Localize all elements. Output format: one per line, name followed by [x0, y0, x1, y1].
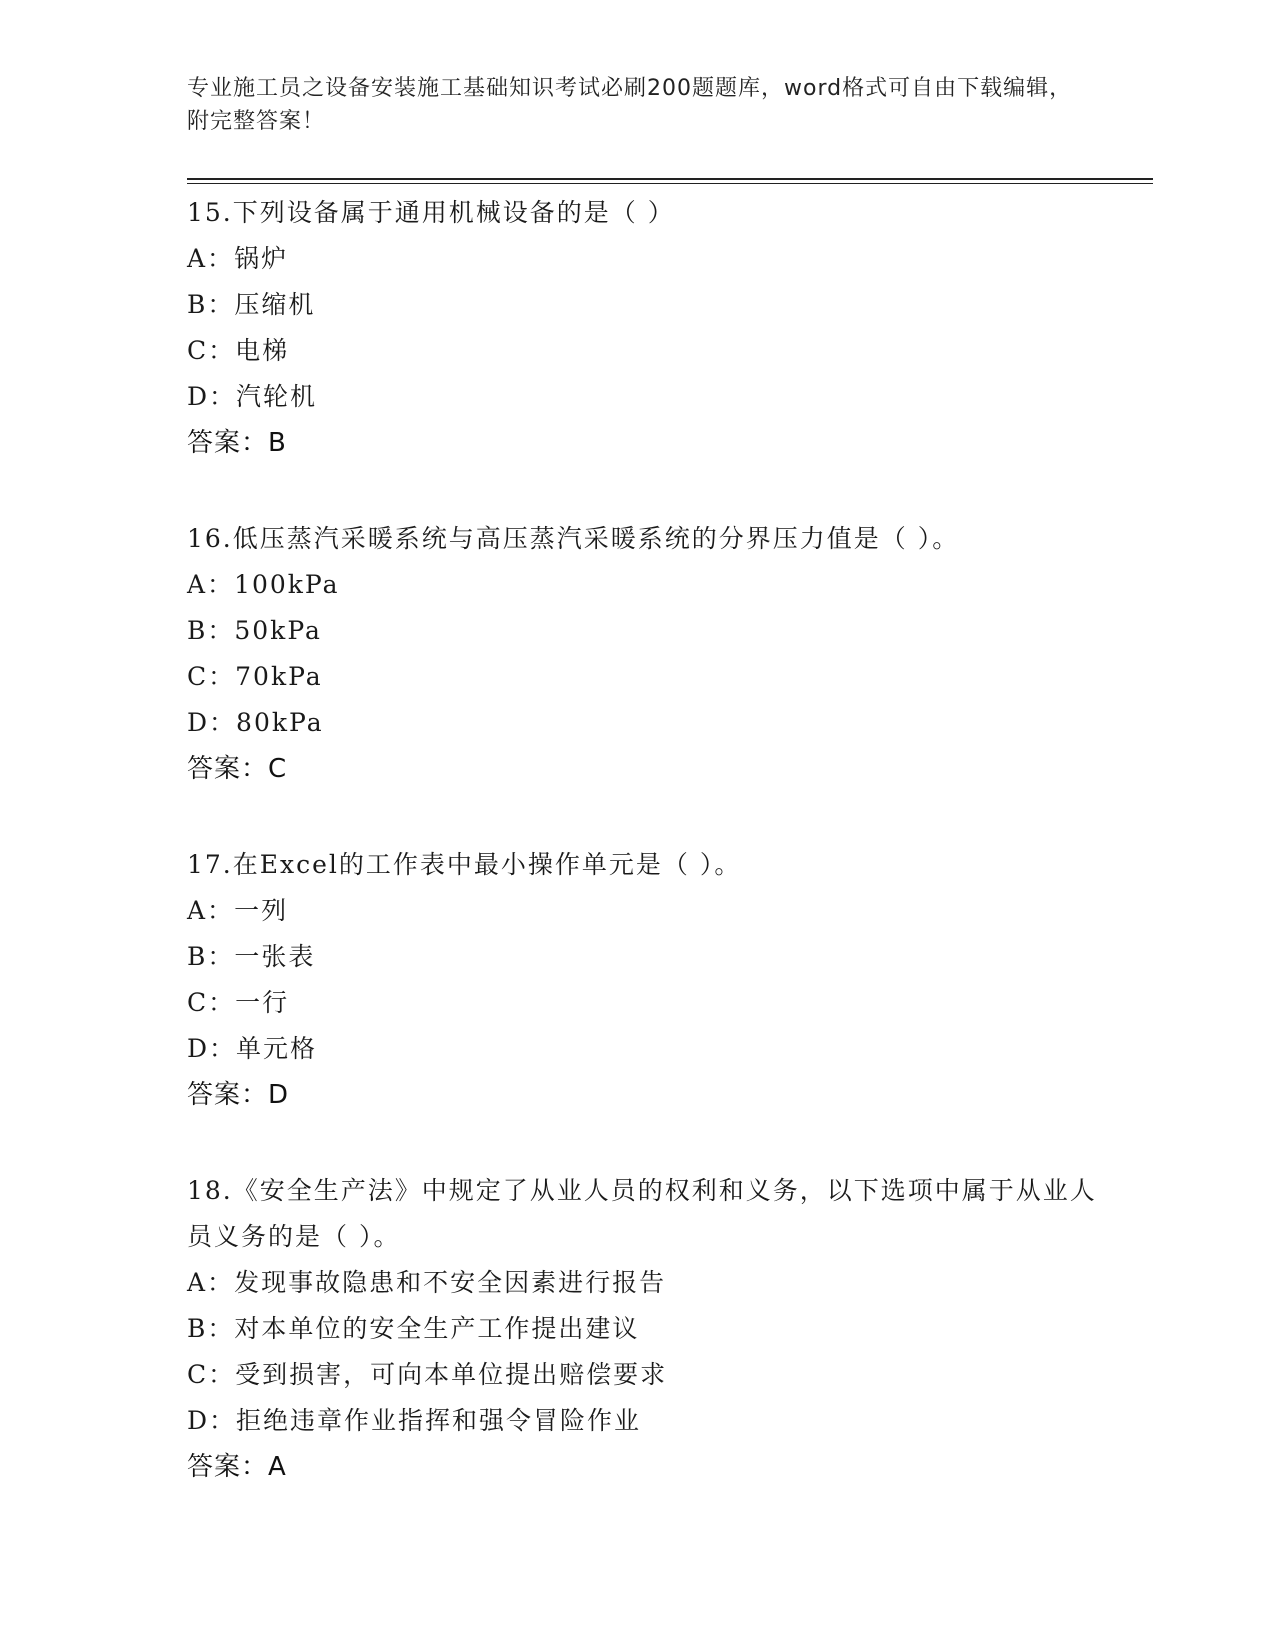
option-c	[187, 654, 1107, 700]
option-text: 锅炉	[234, 244, 289, 273]
option-key: C：	[187, 1360, 236, 1389]
option-key: B：	[187, 1314, 235, 1343]
option-text: 汽轮机	[236, 382, 318, 411]
option-key: D：	[187, 1406, 237, 1435]
answer-line: 答案：D	[187, 1080, 290, 1110]
option-key: C：	[187, 662, 236, 691]
option-a	[187, 236, 1107, 282]
header-divider-thick	[187, 178, 1153, 180]
option-a	[187, 562, 1107, 608]
header-divider-thin	[187, 183, 1153, 184]
option-c	[187, 1352, 1107, 1398]
option-c	[187, 980, 1107, 1026]
option-a	[187, 888, 1107, 934]
question-16	[187, 516, 1107, 792]
option-a	[187, 1260, 1107, 1306]
option-text: 压缩机	[234, 290, 316, 319]
option-text: 70kPa	[235, 662, 323, 691]
option-b	[187, 608, 1107, 654]
option-key: B：	[187, 290, 235, 319]
question-stem: 16.低压蒸汽采暖系统与高压蒸汽采暖系统的分界压力值是（ ）。	[187, 524, 960, 553]
question-15	[187, 190, 1107, 466]
option-c	[187, 328, 1107, 374]
option-text: 受到损害，可向本单位提出赔偿要求	[235, 1360, 668, 1389]
question-list	[187, 190, 1107, 1540]
option-text: 单元格	[236, 1034, 318, 1063]
option-b	[187, 1306, 1107, 1352]
option-text: 对本单位的安全生产工作提出建议	[234, 1314, 640, 1343]
question-17	[187, 842, 1107, 1118]
question-stem: 18.《安全生产法》中规定了从业人员的权利和义务，以下选项中属于从业人员义务的是（ ）。	[187, 1176, 1097, 1251]
option-key: C：	[187, 336, 236, 365]
option-b	[187, 934, 1107, 980]
option-key: A：	[187, 244, 235, 273]
answer-line: 答案：B	[187, 428, 287, 458]
option-key: D：	[187, 1034, 237, 1063]
option-d	[187, 1398, 1107, 1444]
option-d	[187, 374, 1107, 420]
question-stem: 15.下列设备属于通用机械设备的是（ ）	[187, 198, 675, 227]
option-key: A：	[187, 570, 235, 599]
option-text: 80kPa	[236, 708, 324, 737]
option-text: 50kPa	[234, 616, 322, 645]
option-d	[187, 1026, 1107, 1072]
answer-line: 答案：C	[187, 754, 288, 784]
option-key: D：	[187, 708, 237, 737]
option-b	[187, 282, 1107, 328]
option-text: 一列	[234, 896, 289, 925]
option-key: A：	[187, 1268, 235, 1297]
option-text: 一张表	[234, 942, 316, 971]
option-key: B：	[187, 616, 235, 645]
option-key: D：	[187, 382, 237, 411]
option-text: 一行	[235, 988, 290, 1017]
option-text: 100kPa	[234, 570, 340, 599]
option-text: 电梯	[235, 336, 290, 365]
document-header: 专业施工员之设备安装施工基础知识考试必刷200题题库，word格式可自由下载编辑，附完整答案！	[187, 76, 1073, 134]
option-key: C：	[187, 988, 236, 1017]
question-stem: 17.在Excel的工作表中最小操作单元是（ ）。	[187, 850, 742, 879]
option-text: 发现事故隐患和不安全因素进行报告	[234, 1268, 667, 1297]
answer-line: 答案：A	[187, 1452, 287, 1482]
option-key: B：	[187, 942, 235, 971]
option-text: 拒绝违章作业指挥和强令冒险作业	[236, 1406, 642, 1435]
question-18	[187, 1168, 1107, 1490]
option-d	[187, 700, 1107, 746]
option-key: A：	[187, 896, 235, 925]
